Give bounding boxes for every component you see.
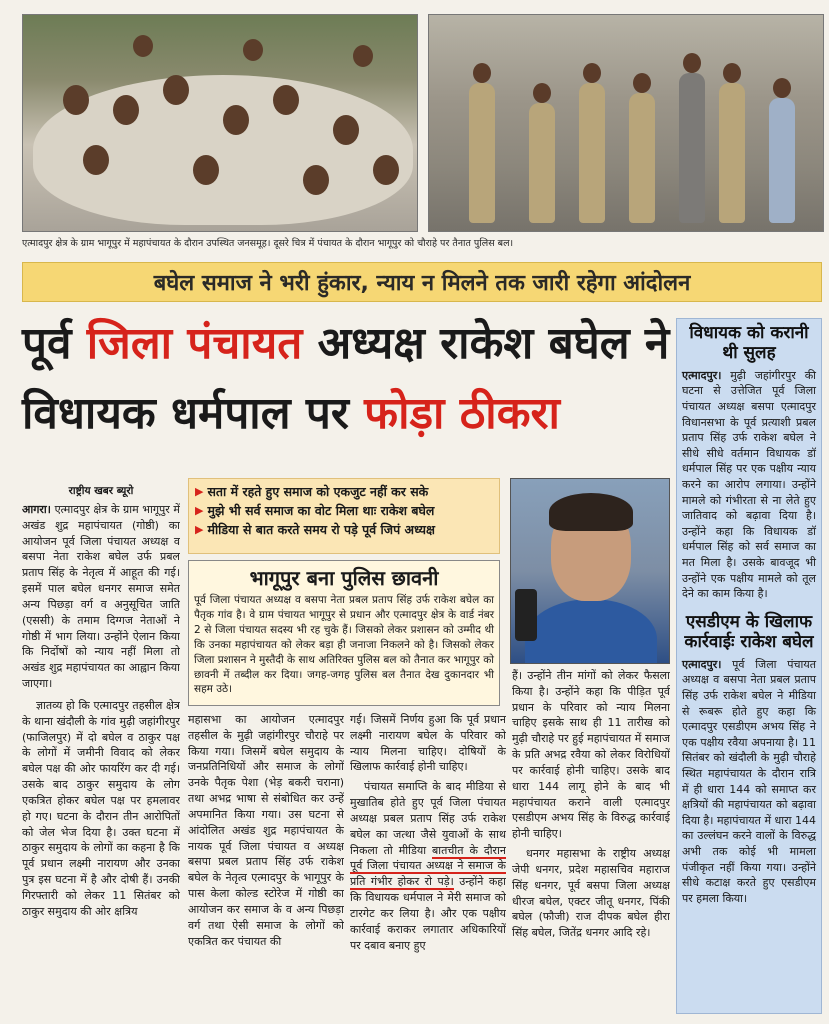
highlight-text: मीडिया से बात करते समय रो पड़े पूर्व जिपं अध्यक्ष bbox=[207, 521, 435, 537]
triangle-bullet-icon: ▶ bbox=[195, 522, 204, 536]
article-column-2: महासभा का आयोजन एत्मादपुर तहसील के मुढ़ी जहांगीरपुर चौराहे पर किया गया। जिसमें बघेल समुदाय के जनप्रतिनिधियों और समाज के लोगों उनके पैतृक पेशा (भेड़ बकरी चराना) तथा अभद्र भाषा से संबोधित कर उन्हें अपमानित किया गया। उस घटना से आंदोलित अखंड शुद्र महापंचायत के नायक पूर्व जिला पंचायत व अध्यक्ष बसपा प्रबल प्रताप सिंह उर्फ राकेश बघेल के नेतृत्व एत्मादपुर के भागूपुर के पास केला कोल्ड स्टोरेज में गोष्ठी का आयोजन कर समाज के व अन्य पिछड़ा वर्ग तथा ऐसी समाज के लोगों को एकत्रित कर पंचायत की bbox=[188, 713, 344, 948]
headline-highlight: जिला पंचायत bbox=[86, 318, 303, 369]
sidebar-text-2 bbox=[682, 657, 816, 907]
paragraph-text: उन्होंने कहा कि विधायक धर्मपाल ने मेरी समाज को टारगेट कर लिया है। और एक पक्षीय कार्रवाई कराकर लगातार अधिकारियों पर दबाव बनाए हुए bbox=[350, 875, 506, 952]
speaker-portrait bbox=[510, 478, 670, 664]
subsection-text: पूर्व जिला पंचायत अध्यक्ष व बसपा नेता प्रबल प्रताप सिंह उर्फ राकेश बघेल का पैतृक गांव है। वे ग्राम पंचायत भागूपुर से प्रधान और एत्मादपुर क्षेत्र के वार्ड नंबर 2 से जिला पंचायत सदस्य भी रह चुके हैं। जिसको लेकर प्रशासन को उम्मीद थी कि उनका महापंचायत को लेकर बड़ा ही जनाजा निकलने को है। जिसको लेकर जिला प्रशासन ने मुस्तैदी के साथ अतिरिक्त पुलिस बल को तैनात कर भागूपुर को छावनी में तब्दील कर दिया। जगह-जगह पुलिस बल तैनात देख दुकानदार भी सहम उठे। bbox=[194, 594, 494, 696]
dateline: एत्मादपुर। bbox=[682, 368, 722, 382]
sidebar-text-1 bbox=[682, 368, 816, 602]
paragraph: गई। जिसमें निर्णय हुआ कि पूर्व प्रधान लक्ष्मी नारायण बघेल के परिवार को न्याय मिलना चाहिए। दोषियों के खिलाफ कार्रवाई होनी चाहिए। bbox=[350, 713, 506, 774]
headline-part: पूर्व bbox=[22, 318, 87, 369]
microphone-icon bbox=[515, 589, 537, 641]
subsection-heading: भागूपुर बना पुलिस छावनी bbox=[249, 566, 439, 590]
underlined-quote: बातचीत के दौरान पूर्व जिला पंचायत अध्यक्ष ने समाज के प्रति गंभीर होकर रो पड़े। bbox=[350, 843, 506, 889]
highlight-item bbox=[195, 483, 493, 502]
article-column-1 bbox=[22, 502, 180, 1012]
sidebar-heading-1: विधायक को करानी थी सुलह bbox=[689, 323, 809, 364]
dateline: आगरा। bbox=[22, 503, 51, 516]
dateline: एत्मादपुर। bbox=[682, 657, 722, 671]
highlight-item bbox=[195, 521, 493, 540]
photo-caption: एत्मादपुर क्षेत्र के ग्राम भागूपुर में महापंचायत के दौरान उपस्थित जनसमूह। दूसरे चित्र में पंचायत के दौरान भागूपुर को चौराहे पर तैनात पुलिस बल। bbox=[22, 238, 514, 249]
paragraph-text: एत्मादपुर क्षेत्र के ग्राम भागूपुर में अखंड शुद्र महापंचायत (गोष्ठी) का आयोजन पूर्व जिला पंचायत अध्यक्ष व बसपा नेता राकेश बघेल उर्फ प्रबल प्रताप सिंह के नेतृत्व में आहूत की गई। इसमें पाल बघेल धनगर समाज समेत अन्य पिछड़ा वर्ग व अनुसूचित जाति (एससी) के तमाम दिग्गज नेताओं ने गोष्ठी में भाग लिया। उन्होंने ऐलान किया कि निर्दोषों को न्याय नहीं मिला तो अखंड शुद्र महापंचायत का आह्वान किया जाएगा। bbox=[22, 503, 180, 691]
headline-line-2 bbox=[22, 388, 672, 441]
headline-line-1 bbox=[22, 318, 672, 371]
paragraph bbox=[22, 502, 180, 692]
headline-highlight: फोड़ा ठीकरा bbox=[364, 388, 560, 439]
byline: राष्ट्रीय खबर ब्यूरो bbox=[68, 485, 134, 497]
kicker-text: बघेल समाज ने भरी हुंकार, न्याय न मिलने तक जारी रहेगा आंदोलन bbox=[153, 271, 691, 296]
paragraph-text: पंचायत समाप्ति के बाद मीडिया से मुखातिब होते हुए पूर्व जिला पंचायत अध्यक्ष प्रबल प्रताप सिंह उर्फ राकेश बघेल का जत्था जैसे युवाओं के साथ निकला तो मीडिया bbox=[350, 780, 506, 857]
highlight-item bbox=[195, 502, 493, 521]
paragraph: ज्ञातव्य हो कि एत्मादपुर तहसील क्षेत्र के थाना खंदौली के गांव मुढ़ी जहांगीरपुर (फाजिलपुर) में दो बघेल व ठाकुर पक्ष के लोगों में जमीनी विवाद को लेकर बघेल पक्ष की ओर फायरिंग कर दी गई। उसके बाद ठाकुर समुदाय के लोग एकत्रित होकर बघेल पक्ष पर हमलावर हो गए। घटना के दौरान तीन आरोपितों को जेल भेज दिया है। उक्त घटना में ठाकुर समुदाय के लोगों का कहना है कि पूर्व प्रधान लक्ष्मी नारायण और उनका पुत्र इस घटना में है और दोषी हैं। उनकी गिरफ्तारी को लेकर 11 सितंबर को ठाकुर समुदाय की ओर क्षत्रिय bbox=[22, 698, 180, 918]
kicker-banner bbox=[22, 262, 822, 302]
paragraph bbox=[350, 779, 506, 953]
triangle-bullet-icon: ▶ bbox=[195, 485, 204, 499]
paragraph: धनगर महासभा के राष्ट्रीय अध्यक्ष जेपी धनगर, प्रदेश महासचिव महाराज सिंह धनगर, पूर्व बसपा जिला अध्यक्ष धीरज बघेल, एक्टर जीतू धनगर, पिंकी बघेल (फौजी) राज दीपक बघेल हीरा सिंह बघेल, जितेंद्र धनगर आदि रहे। bbox=[512, 847, 670, 940]
sidebar-heading-2: एसडीएम के खिलाफ कार्रवाईः राकेश बघेल bbox=[684, 611, 814, 653]
paragraph: हैं। उन्होंने तीन मांगों को लेकर फैसला किया है। उन्होंने कहा कि पीड़ित पूर्व प्रधान के परिवार को न्याय मिलना चाहिए इसके साथ ही 11 तारीख को मुढ़ी चौराहे पर हुई महापंचायत में समाज के प्रति अभद्र रवैया को लेकर विरोधियों पर कार्रवाई होनी चाहिए। उसके बाद धारा 144 लागू होने के बाद भी महापंचायत कराने वाली एत्मादपुर एसडीएम अभय सिंह के विरुद्ध कार्रवाई होनी चाहिए। bbox=[512, 669, 670, 841]
sidebar-body: मुढ़ी जहांगीरपुर की घटना से उत्तेजित पूर्व जिला पंचायत अध्यक्ष बसपा एत्मादपुर विधानसभा के पूर्व प्रत्याशी प्रबल प्रताप सिंह उर्फ राकेश बघेल ने सीधे सीधे वर्तमान विधायक डॉ धर्मपाल सिंह पर एक पक्षीय न्याय करने का आरोप लगाया। उन्होंने मामले को गंभीरता से ना लेते हुए जातिवाद को बढ़ावा दिया है। उन्होंने कहा कि विधायक डॉ धर्मपाल सिंह को सर्व समाज का मत मिला है। उसके बावजूद भी उन्होंने एक पक्षीय मामले को तूल देने का काम किया है। bbox=[682, 368, 816, 601]
headline-part: अध्यक्ष राकेश बघेल ने bbox=[302, 318, 670, 369]
article-column-3 bbox=[350, 712, 506, 1012]
highlight-text: सता में रहते हुए समाज को एकजुट नहीं कर सके bbox=[207, 484, 429, 499]
highlights-box bbox=[188, 478, 500, 554]
crowd-photo bbox=[22, 14, 418, 232]
sidebar-box bbox=[676, 318, 822, 1014]
article-column-4 bbox=[512, 668, 670, 1012]
sidebar-body: पूर्व जिला पंचायत अध्यक्ष व बसपा नेता प्रबल प्रताप सिंह उर्फ राकेश बघेल ने मीडिया से रूबरू होते हुए कहा कि एत्मादपुर एसडीएम अभय सिंह ने एक पक्षीय रवैया अपनाया है। 11 सितंबर को खंदौली के मुढ़ी चौराहे स्थित महापंचायत के दौरान रात्रि में ही धारा 144 को समाप्त कर क्षत्रियों की महापंचायत को बढ़ावा दिया है। महापंचायत में धारा 144 का उल्लंघन करने वालों के विरुद्ध अभी तक कोई भी मामला पंजीकृत नहीं किया गया। उन्होंने सीधे कटाक्ष करते हुए एसडीएम पर हमला किया। bbox=[682, 657, 816, 905]
highlight-text: मुझे भी सर्व समाज का वोट मिला थाः राकेश बघेल bbox=[207, 502, 435, 518]
police-photo bbox=[428, 14, 824, 232]
headline-part: विधायक धर्मपाल पर bbox=[22, 388, 365, 439]
subsection-box bbox=[188, 560, 500, 706]
triangle-bullet-icon: ▶ bbox=[195, 503, 204, 517]
